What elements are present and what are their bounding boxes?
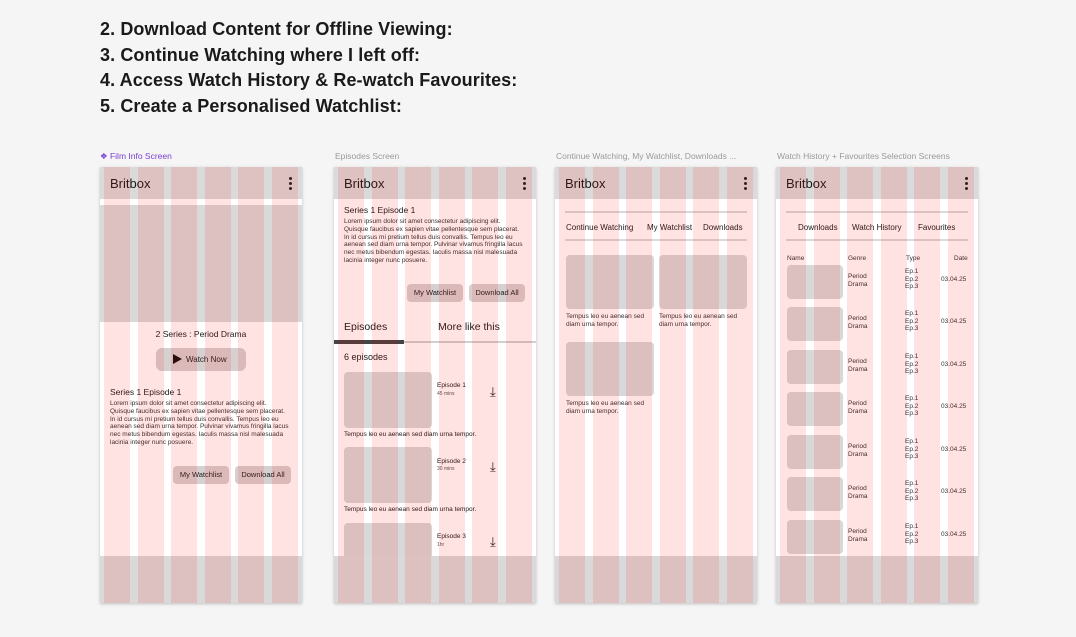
requirements-list — [100, 17, 517, 119]
row-date: 03.04.25 — [941, 318, 967, 325]
frame-label-continue: Continue Watching, My Watchlist, Downloads ... — [556, 151, 737, 161]
episode-title: Series 1 Episode 1 — [110, 387, 182, 397]
row-thumbnail[interactable] — [787, 435, 843, 469]
row-type: Ep.1 Ep.2 Ep.3 — [905, 438, 919, 461]
heading-watchlist: 5. Create a Personalised Watchlist: — [100, 95, 402, 116]
row-genre: Period Drama — [848, 528, 868, 543]
episode-thumbnail[interactable] — [344, 372, 432, 428]
tab-continue-watching[interactable]: Continue Watching — [566, 223, 634, 232]
download-arrow-icon[interactable]: ⤓ — [490, 459, 496, 474]
tab-favourites[interactable]: Favourites — [918, 223, 956, 232]
frame-label-history: Watch History + Favourites Selection Screens — [777, 151, 950, 161]
row-thumbnail[interactable] — [787, 520, 843, 554]
episode-thumbnail[interactable] — [344, 447, 432, 503]
hero-image — [100, 205, 302, 322]
row-date: 03.04.25 — [941, 531, 967, 538]
row-type: Ep.1 Ep.2 Ep.3 — [905, 353, 919, 376]
table-row[interactable] — [776, 265, 978, 301]
app-bar — [334, 167, 536, 199]
frame-label-episodes: Episodes Screen — [335, 151, 400, 161]
bottom-nav — [334, 556, 536, 603]
film-info-screen — [100, 167, 302, 603]
app-title: Britbox — [565, 176, 606, 191]
row-date: 03.04.25 — [941, 276, 967, 283]
download-arrow-icon[interactable]: ⤓ — [490, 384, 496, 399]
bottom-nav — [776, 556, 978, 603]
tab-watch-history[interactable]: Watch History — [852, 223, 902, 232]
table-row[interactable] — [776, 307, 978, 343]
episode-item-duration: 45 mins — [437, 391, 455, 397]
episode-count: 6 episodes — [344, 352, 388, 362]
tab-active-indicator — [334, 340, 404, 344]
episode-item-duration: 1hr — [437, 542, 445, 548]
episode-item-title: Episode 1 — [437, 382, 466, 389]
more-vertical-icon[interactable] — [289, 177, 293, 190]
row-genre: Period Drama — [848, 273, 868, 288]
tab-downloads[interactable]: Downloads — [703, 223, 743, 232]
row-genre: Period Drama — [848, 443, 868, 458]
content-card-caption: Tempus leo eu aenean sed diam urna tempor. — [566, 313, 645, 328]
row-date: 03.04.25 — [941, 403, 967, 410]
download-all-button[interactable]: Download All — [469, 284, 525, 302]
content-card-caption: Tempus leo eu aenean sed diam urna tempor. — [659, 313, 738, 328]
content-card-caption: Tempus leo eu aenean sed diam urna tempor. — [566, 400, 645, 415]
table-row[interactable] — [776, 477, 978, 513]
episode-item-duration: 30 mins — [437, 466, 455, 472]
episode-description: Lorem ipsum dolor sit amet consectetur adipiscing elit. Quisque faucibus ex sapien vitae pellentesque sem placerat. In id cursus mi pretium tellus duis convallis. Tempus leo eu aenean sed diam urna tempor. Pulvinar vivamus fringilla lacus nec metus bibendum egestas. Iaculis massa nisl malesuada lacinia integer nunc posuere. — [344, 218, 523, 264]
column-header-date: Date — [954, 255, 968, 262]
table-row[interactable] — [776, 435, 978, 471]
table-row[interactable] — [776, 392, 978, 428]
more-vertical-icon[interactable] — [523, 177, 527, 190]
row-thumbnail[interactable] — [787, 392, 843, 426]
episode-caption: Tempus leo eu aenean sed diam urna tempor. — [344, 431, 477, 438]
row-thumbnail[interactable] — [787, 307, 843, 341]
content-card-thumbnail[interactable] — [566, 255, 654, 309]
row-thumbnail[interactable] — [787, 265, 843, 299]
app-title: Britbox — [786, 176, 827, 191]
heading-continue: 3. Continue Watching where I left off: — [100, 44, 421, 65]
row-date: 03.04.25 — [941, 361, 967, 368]
tabs-bottom-divider — [565, 239, 747, 241]
watch-now-label: Watch Now — [186, 355, 227, 364]
watch-now-button[interactable] — [156, 348, 246, 371]
watch-history-screen — [776, 167, 978, 603]
row-genre: Period Drama — [848, 400, 868, 415]
tab-episodes[interactable]: Episodes — [344, 321, 388, 333]
row-genre: Period Drama — [848, 485, 868, 500]
row-type: Ep.1 Ep.2 Ep.3 — [905, 523, 919, 546]
series-meta: 2 Series : Period Drama — [155, 329, 247, 339]
app-title: Britbox — [110, 176, 151, 191]
my-watchlist-button[interactable]: My Watchlist — [407, 284, 463, 302]
row-type: Ep.1 Ep.2 Ep.3 — [905, 310, 919, 333]
column-header-genre: Genre — [848, 255, 867, 262]
tab-downloads[interactable]: Downloads — [798, 223, 838, 232]
tabs-top-divider — [565, 211, 747, 213]
bottom-nav — [100, 556, 302, 603]
episodes-screen — [334, 167, 536, 603]
row-date: 03.04.25 — [941, 446, 967, 453]
bottom-nav — [555, 556, 757, 603]
frame-label-film-info: ❖ Film Info Screen — [100, 151, 172, 161]
tab-my-watchlist[interactable]: My Watchlist — [647, 223, 693, 232]
episode-caption: Tempus leo eu aenean sed diam urna tempor. — [344, 506, 477, 513]
episode-item-title: Episode 3 — [437, 533, 466, 540]
more-vertical-icon[interactable] — [744, 177, 748, 190]
more-vertical-icon[interactable] — [965, 177, 969, 190]
app-title: Britbox — [344, 176, 385, 191]
content-card-thumbnail[interactable] — [566, 342, 654, 396]
row-genre: Period Drama — [848, 358, 868, 373]
tabs-top-divider — [786, 211, 968, 213]
row-type: Ep.1 Ep.2 Ep.3 — [905, 268, 919, 291]
row-thumbnail[interactable] — [787, 350, 843, 384]
tabs-bottom-divider — [786, 239, 968, 241]
app-bar — [776, 167, 978, 199]
row-thumbnail[interactable] — [787, 477, 843, 511]
content-card-thumbnail[interactable] — [659, 255, 747, 309]
table-row[interactable] — [776, 520, 978, 556]
download-arrow-icon[interactable]: ⤓ — [490, 534, 496, 549]
heading-offline: 2. Download Content for Offline Viewing: — [100, 19, 453, 39]
episode-description: Lorem ipsum dolor sit amet consectetur adipiscing elit. Quisque faucibus ex sapien vitae pellentesque sem placerat. In id cursus mi pretium tellus duis convallis. Tempus leo eu aenean sed diam urna tempor. Pulvinar vivamus fringilla lacus nec metus bibendum egestas. Iaculis massa nisl malesuada lacinia integer nunc posuere. — [110, 400, 289, 446]
download-all-button[interactable]: Download All — [235, 466, 291, 484]
heading-history: 4. Access Watch History & Re-watch Favourites: — [100, 70, 518, 90]
play-icon — [173, 354, 182, 364]
row-date: 03.04.25 — [941, 488, 967, 495]
episode-title: Series 1 Episode 1 — [344, 205, 416, 215]
table-row[interactable] — [776, 350, 978, 386]
episode-item-title: Episode 2 — [437, 458, 466, 465]
row-genre: Period Drama — [848, 315, 868, 330]
app-bar — [555, 167, 757, 199]
row-type: Ep.1 Ep.2 Ep.3 — [905, 480, 919, 503]
tab-more-like-this[interactable]: More like this — [438, 321, 500, 333]
continue-watching-screen — [555, 167, 757, 603]
row-type: Ep.1 Ep.2 Ep.3 — [905, 395, 919, 418]
my-watchlist-button[interactable]: My Watchlist — [173, 466, 229, 484]
app-bar — [100, 167, 302, 199]
column-header-type: Type — [906, 255, 921, 262]
column-header-name: Name — [787, 255, 805, 262]
